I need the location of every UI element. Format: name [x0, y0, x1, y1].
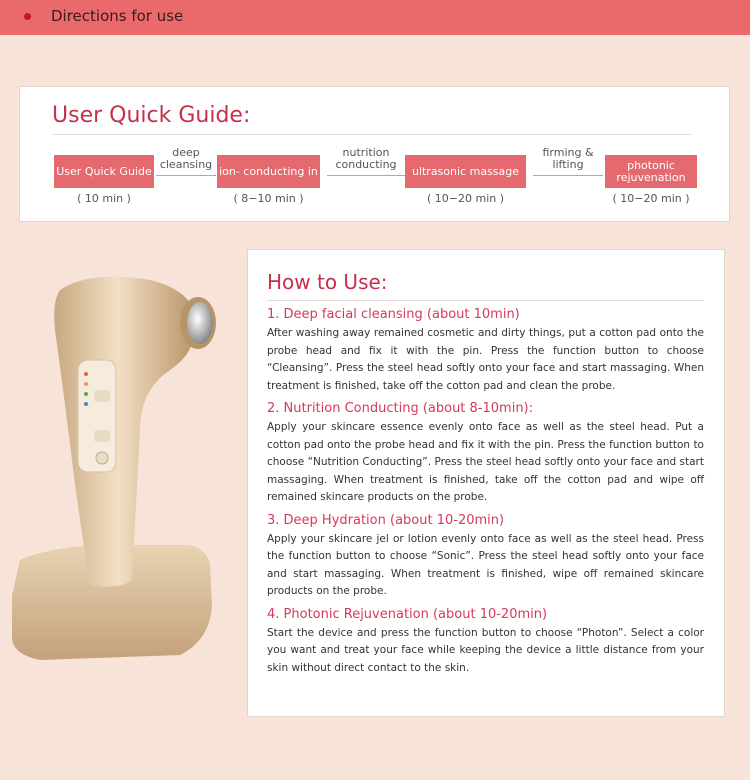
function-button: [94, 390, 110, 402]
quick-guide-panel: [19, 86, 730, 222]
connector-line: [156, 175, 216, 176]
guide-connector-3: [533, 147, 603, 171]
how-to-use-panel: [247, 249, 725, 717]
guide-step-4: photonic rejuvenation: [605, 155, 697, 188]
beauty-device-illustration: [0, 260, 240, 680]
section-2-text: Apply your skincare essence evenly onto face as well as the steel head. Put a cotton pad onto the probe head and fix it with the pin. Press the function button to choose “Nutrition Conducting”. Press the steel head softly onto your face and start massaging. When treatment is finished, take off the cotton pad and wipe off remained skincare products on the probe.: [267, 421, 704, 503]
guide-connector-2: [327, 147, 405, 171]
section-4-heading: 4. Photonic Rejuvenation (about 10-20min): [267, 606, 548, 622]
indicator-light-icon: [84, 372, 88, 376]
connector-label: firming & lifting: [542, 146, 594, 171]
guide-connector-1: [156, 147, 216, 171]
indicator-light-icon: [84, 382, 88, 386]
guide-step-1-duration: ( 10 min ): [77, 192, 131, 205]
mode-button: [94, 430, 110, 442]
connector-label: nutrition conducting: [335, 146, 397, 171]
indicator-light-icon: [84, 392, 88, 396]
section-2-heading: 2. Nutrition Conducting (about 8-10min):: [267, 401, 534, 416]
guide-step-2-duration: ( 8−10 min ): [233, 192, 304, 205]
guide-step-3: ultrasonic massage: [405, 155, 526, 188]
guide-step-2: ion- conducting in: [217, 155, 320, 188]
guide-divider: [52, 134, 692, 135]
howto-title: How to Use:: [267, 270, 388, 294]
section-1-text: After washing away remained cosmetic and dirty things, put a cotton pad onto the probe head and fix it with the pin. Press the function button to choose “Cleansing”. Press the steel head softly onto your face and start massaging. When treatment is finished, take off the cotton pad and clean the probe.: [267, 327, 704, 392]
power-button-icon: [96, 452, 108, 464]
header-bar: [0, 0, 750, 35]
indicator-light-icon: [84, 402, 88, 406]
connector-label: deep cleansing: [159, 146, 213, 171]
bullet-icon: [24, 13, 31, 20]
section-3-heading: 3. Deep Hydration (about 10-20min): [267, 512, 505, 528]
guide-step-1: User Quick Guide: [54, 155, 154, 188]
guide-title: User Quick Guide:: [52, 103, 251, 128]
connector-line: [533, 175, 603, 176]
guide-step-3-duration: ( 10−20 min ): [426, 192, 505, 205]
steel-probe-head: [187, 302, 213, 344]
connector-line: [327, 175, 405, 176]
guide-step-4-duration: ( 10−20 min ): [612, 192, 690, 205]
section-1-heading: 1. Deep facial cleansing (about 10min): [267, 307, 520, 322]
device-handle: [54, 277, 196, 587]
header-title: Directions for use: [51, 7, 184, 25]
howto-divider: [267, 300, 704, 301]
section-3-text: Apply your skincare jel or lotion evenly onto face as well as the steel head. Press the function button to choose “Sonic”. Press the steel head softly onto your face and start massaging. When treatment is finished, wipe off remained skincare products on the probe.: [267, 532, 704, 597]
section-4-text: Start the device and press the function button to choose “Photon”. Select a color you want and treat your face while keeping the device a little distance from your skin without direct contact to the skin.: [267, 626, 704, 674]
